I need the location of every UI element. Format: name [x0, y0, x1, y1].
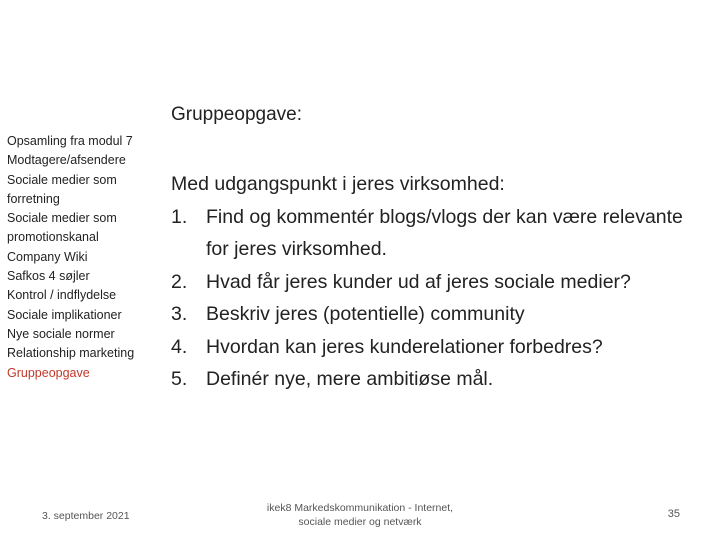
sidebar-item: Opsamling fra modul 7 — [7, 134, 133, 148]
task-list — [171, 201, 701, 396]
main-content — [171, 168, 701, 396]
task-item — [171, 298, 701, 331]
task-text: Beskriv jeres (potentielle) community — [206, 303, 525, 325]
sidebar-item: Relationship marketing — [7, 346, 135, 361]
sidebar-item-active: Gruppeopgave — [7, 365, 90, 380]
task-text: Hvordan kan jeres kunderelationer forbedres? — [206, 335, 603, 358]
sidebar-item: Sociale medier som promotionskanal — [7, 211, 117, 245]
sidebar-item: Modtagere/afsendere — [7, 153, 126, 168]
task-item — [171, 266, 701, 299]
task-number: 2. — [171, 270, 188, 293]
sidebar-item: Nye sociale normer — [7, 326, 115, 341]
task-item — [171, 363, 701, 396]
task-item — [171, 201, 701, 266]
sidebar-item: Sociale medier som forretning — [7, 172, 117, 206]
task-text: Find og kommentér blogs/vlogs der kan være relevante for jeres virksomhed. — [206, 205, 683, 260]
sidebar-item: Sociale implikationer — [7, 307, 122, 322]
footer-date: 3. september 2021 — [42, 510, 130, 522]
task-text: Definér nye, mere ambitiøse mål. — [206, 368, 494, 390]
sidebar-item: Safkos 4 søjler — [7, 269, 90, 284]
task-number: 3. — [171, 303, 188, 325]
task-item — [171, 331, 701, 364]
task-number: 5. — [171, 368, 188, 390]
footer-course-line: ikek8 Markedskommunikation - Internet, — [266, 502, 454, 514]
content-intro: Med udgangspunkt i jeres virksomhed: — [171, 173, 505, 195]
footer-course-line: sociale medier og netværk — [298, 516, 422, 528]
footer-course-name — [245, 501, 475, 529]
slide-title: Gruppeopgave: — [171, 104, 302, 125]
page-number: 35 — [667, 508, 680, 520]
task-number: 1. — [171, 205, 188, 228]
task-number: 4. — [171, 335, 188, 358]
sidebar-item: Company Wiki — [7, 249, 88, 264]
task-text: Hvad får jeres kunder ud af jeres sociale medier? — [206, 270, 631, 293]
sidebar-item: Kontrol / indflydelse — [7, 288, 117, 303]
sidebar-agenda — [7, 132, 157, 383]
